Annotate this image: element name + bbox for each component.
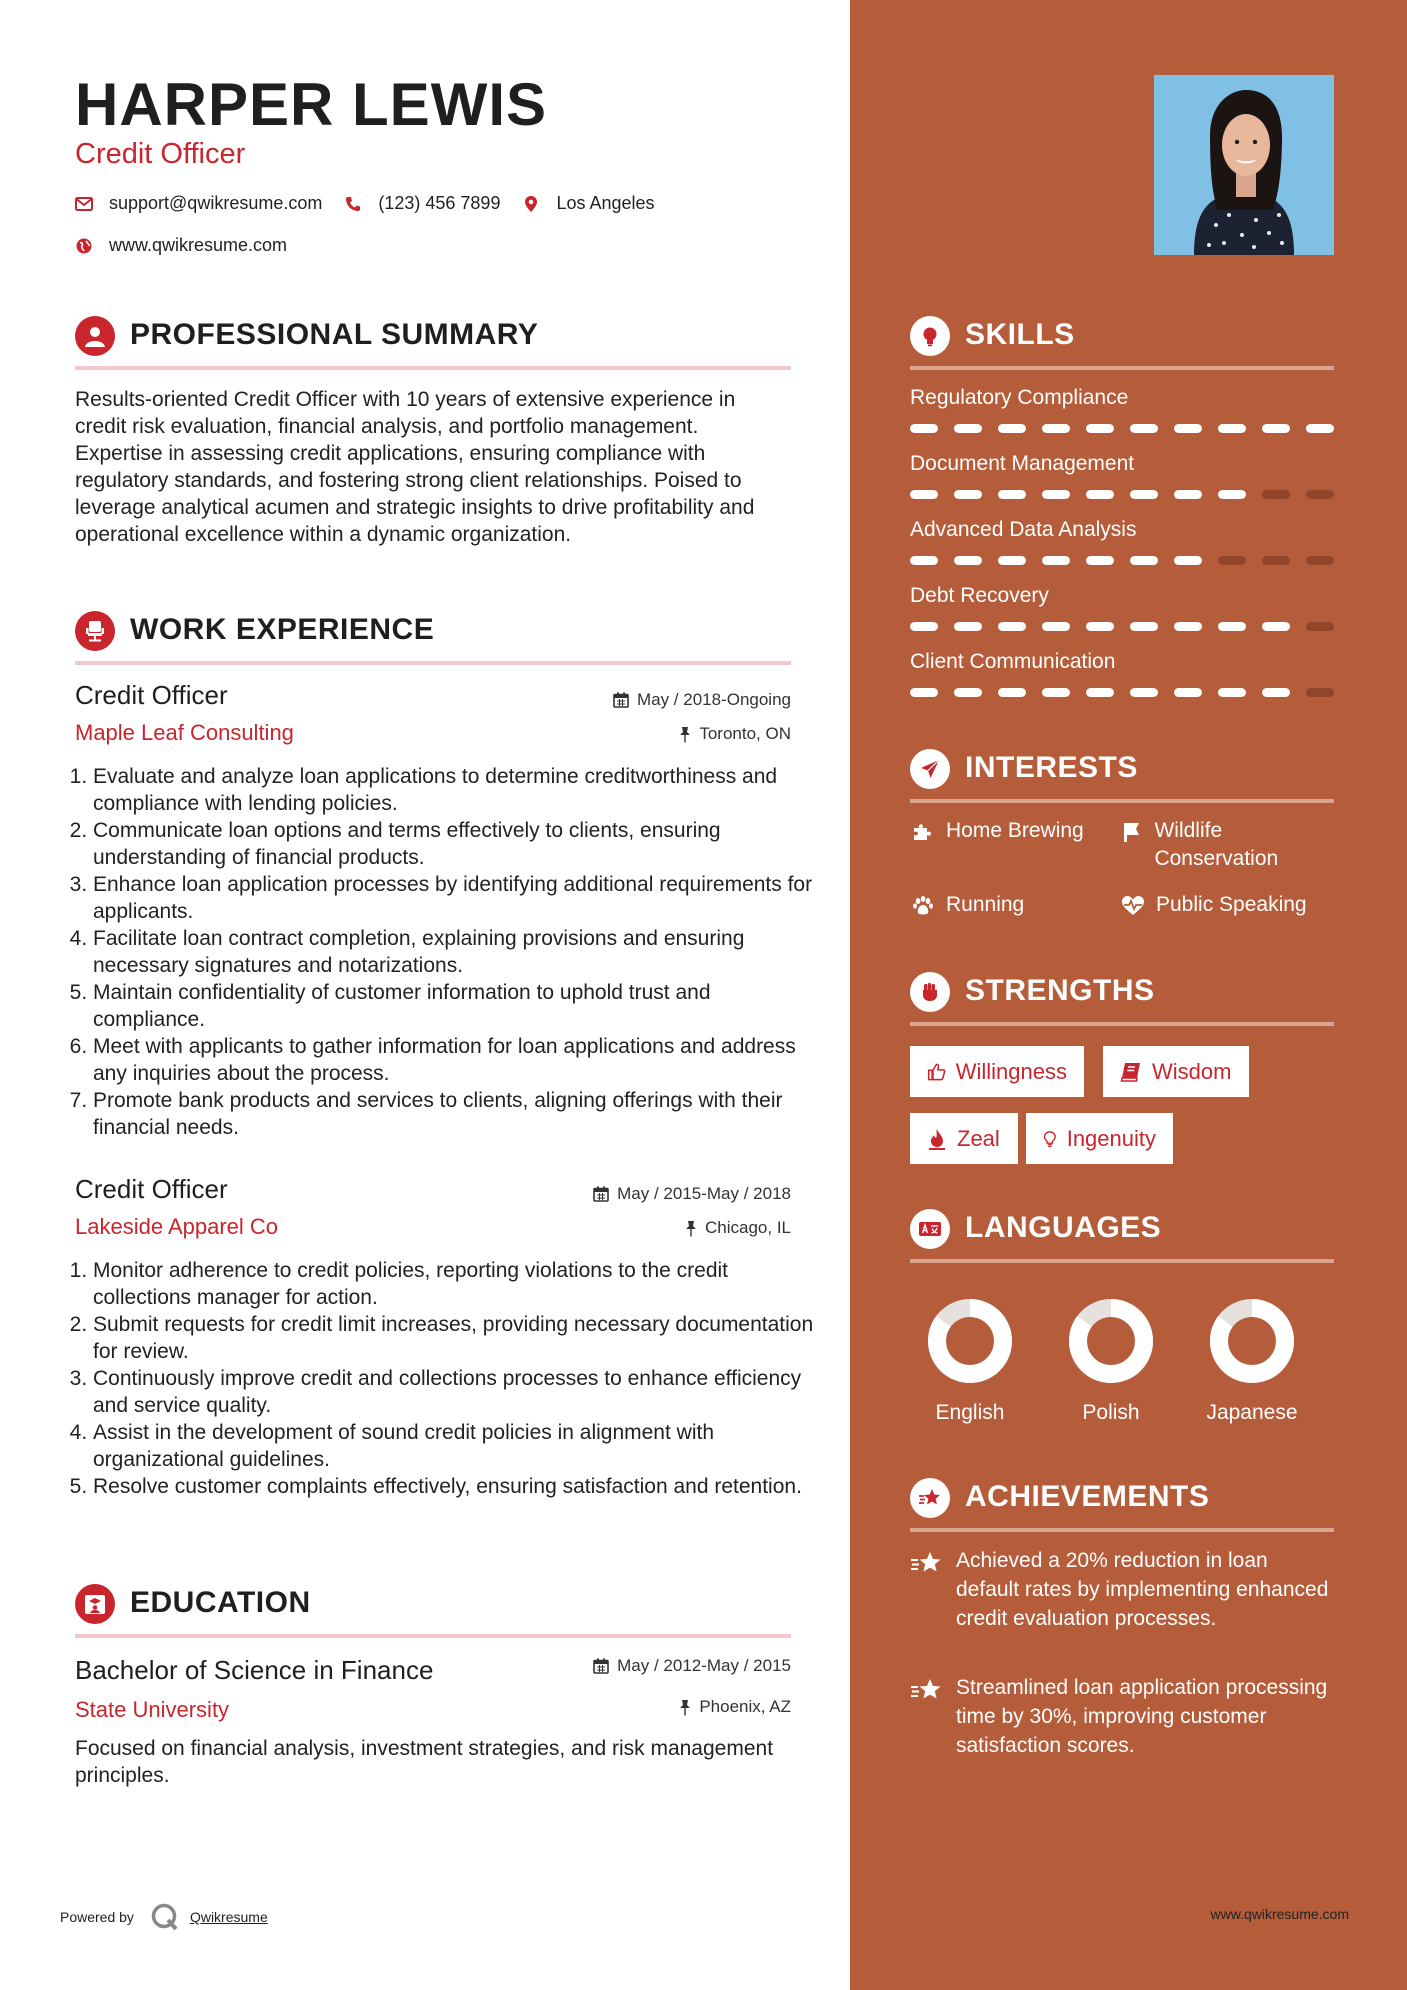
education-location-text: Phoenix, AZ xyxy=(699,1697,791,1716)
skill-segment xyxy=(998,556,1026,565)
star-badge-icon xyxy=(910,1478,950,1518)
skill-segment xyxy=(1086,424,1114,433)
powered-by xyxy=(60,1902,268,1932)
skill-segment xyxy=(1174,688,1202,697)
office-chair-icon xyxy=(75,611,115,651)
skill-segment xyxy=(1262,490,1290,499)
skill-segment xyxy=(998,622,1026,631)
puzzle-icon xyxy=(910,817,936,843)
strength-badge xyxy=(1026,1113,1173,1164)
pin-icon xyxy=(679,1699,691,1716)
candidate-title: Credit Officer xyxy=(75,138,246,170)
strengths-section-header xyxy=(910,966,1334,1026)
strengths-heading: STRENGTHS xyxy=(965,974,1155,1007)
strength-badge xyxy=(1103,1046,1249,1097)
job-2-responsibilities xyxy=(70,1257,818,1500)
education-degree: Bachelor of Science in Finance xyxy=(75,1655,434,1685)
skill-level-bar xyxy=(910,688,1334,697)
job-1-location xyxy=(679,724,791,744)
strength-label: Wisdom xyxy=(1152,1058,1232,1084)
star-badge-icon xyxy=(910,1673,944,1760)
skill-segment xyxy=(910,556,938,565)
skill-segment xyxy=(1306,556,1334,565)
paper-plane-icon xyxy=(910,749,950,789)
language-proficiency-ring xyxy=(1192,1298,1312,1384)
profile-photo xyxy=(1154,75,1334,255)
language-item xyxy=(910,1298,1030,1425)
contact-row-2 xyxy=(75,235,309,256)
skill-level-bar xyxy=(910,490,1334,499)
interest-item xyxy=(1120,817,1340,873)
education-description: Focused on financial analysis, investment strategies, and risk management principles. xyxy=(75,1737,774,1787)
skill-segment xyxy=(1042,622,1070,631)
job-2-dates-text: May / 2015-May / 2018 xyxy=(617,1184,791,1203)
calendar-icon xyxy=(593,1658,609,1674)
skill-segment xyxy=(1306,688,1334,697)
location-text: Los Angeles xyxy=(556,193,655,213)
achievement-text: Streamlined loan application processing time by 30%, improving customer satisfaction scores. xyxy=(956,1676,1328,1757)
skill-name: Regulatory Compliance xyxy=(910,386,1129,409)
achievements-heading: ACHIEVEMENTS xyxy=(965,1480,1210,1513)
skill-segment xyxy=(910,622,938,631)
globe-icon xyxy=(75,237,93,255)
skill-segment xyxy=(1262,556,1290,565)
language-icon xyxy=(910,1209,950,1249)
interests-section-header xyxy=(910,743,1334,803)
job-2-title: Credit Officer xyxy=(75,1174,228,1204)
paw-icon xyxy=(910,891,936,917)
skill-segment xyxy=(1262,622,1290,631)
interest-label: Public Speaking xyxy=(1156,893,1307,916)
website-link[interactable]: www.qwikresume.com xyxy=(109,235,288,255)
strength-badge xyxy=(910,1113,1018,1164)
skill-segment xyxy=(1086,556,1114,565)
strength-label: Ingenuity xyxy=(1066,1125,1156,1151)
languages-heading: LANGUAGES xyxy=(965,1211,1162,1244)
skill-segment xyxy=(1262,688,1290,697)
language-name: Japanese xyxy=(1206,1401,1298,1424)
skill-segment xyxy=(954,688,982,697)
skill-segment xyxy=(1042,424,1070,433)
skill-segment xyxy=(1174,490,1202,499)
skill-segment xyxy=(1086,622,1114,631)
phone-number[interactable]: (123) 456 7899 xyxy=(378,193,501,213)
interests-heading: INTERESTS xyxy=(965,751,1138,784)
skill-segment xyxy=(1130,490,1158,499)
education-school: State University xyxy=(75,1697,230,1722)
language-proficiency-ring xyxy=(1051,1298,1171,1384)
candidate-name: HARPER LEWIS xyxy=(75,71,548,138)
list-item: 2. Submit requests for credit limit increases, providing necessary documentation for review. xyxy=(93,1311,818,1365)
job-2-location-text: Chicago, IL xyxy=(705,1218,791,1237)
skill-segment xyxy=(1174,556,1202,565)
calendar-icon xyxy=(593,1186,609,1202)
interest-item xyxy=(1120,891,1307,919)
calendar-icon xyxy=(613,692,629,708)
pin-icon xyxy=(679,726,691,743)
job-2-company: Lakeside Apparel Co xyxy=(75,1214,279,1239)
qwikresume-logo-icon xyxy=(150,1902,180,1932)
education-heading: EDUCATION xyxy=(130,1586,311,1619)
skill-name: Document Management xyxy=(910,452,1135,475)
skill-segment xyxy=(1218,556,1246,565)
skill-segment xyxy=(1086,490,1114,499)
job-2-location xyxy=(685,1218,791,1238)
summary-heading: PROFESSIONAL SUMMARY xyxy=(130,318,539,351)
language-proficiency-ring xyxy=(910,1298,1030,1384)
job-2-dates xyxy=(593,1184,791,1204)
skill-segment xyxy=(1130,424,1158,433)
list-item: 5. Resolve customer complaints effectively, ensuring satisfaction and retention. xyxy=(93,1473,818,1500)
list-item: 1. Monitor adherence to credit policies, reporting violations to the credit collections manager for action. xyxy=(93,1257,818,1311)
skill-segment xyxy=(1306,424,1334,433)
job-1-title: Credit Officer xyxy=(75,680,228,710)
skill-segment xyxy=(998,424,1026,433)
education-location xyxy=(679,1697,791,1717)
skill-segment xyxy=(954,424,982,433)
skill-level-bar xyxy=(910,622,1334,631)
interest-item xyxy=(910,891,1024,919)
map-marker-icon xyxy=(522,195,540,213)
skill-segment xyxy=(1218,622,1246,631)
skill-name: Client Communication xyxy=(910,650,1116,673)
list-item: 4. Facilitate loan contract completion, explaining provisions and ensuring necessary signatures and notarizations. xyxy=(93,925,818,979)
skill-segment xyxy=(910,688,938,697)
job-1-responsibilities xyxy=(70,763,818,1141)
skill-segment xyxy=(1218,490,1246,499)
education-dates-text: May / 2012-May / 2015 xyxy=(617,1656,791,1675)
skill-segment xyxy=(1306,622,1334,631)
list-item: 6. Meet with applicants to gather information for loan applications and address any inquiries about the process. xyxy=(93,1033,818,1087)
skill-segment xyxy=(1262,424,1290,433)
language-name: English xyxy=(935,1401,1005,1424)
interest-label: Running xyxy=(946,893,1025,916)
job-1-location-text: Toronto, ON xyxy=(699,724,791,743)
experience-section-header xyxy=(75,605,791,665)
job-1-dates-text: May / 2018-Ongoing xyxy=(636,690,791,709)
list-item: 2. Communicate loan options and terms effectively to clients, ensuring understanding of financial products. xyxy=(93,817,818,871)
book-icon xyxy=(1120,1062,1142,1082)
skill-segment xyxy=(1174,424,1202,433)
achievement-item xyxy=(910,1546,1334,1633)
list-item: 5. Maintain confidentiality of customer information to uphold trust and compliance. xyxy=(93,979,818,1033)
contact-row-1 xyxy=(75,193,677,214)
pin-icon xyxy=(685,1220,697,1237)
star-badge-icon xyxy=(910,1546,944,1633)
flag-icon xyxy=(1120,817,1144,843)
education-dates xyxy=(593,1656,791,1676)
interest-label: Wildlife Conservation xyxy=(1154,819,1279,870)
strength-label: Zeal xyxy=(957,1125,1000,1151)
interest-item xyxy=(910,817,1084,845)
skill-segment xyxy=(954,622,982,631)
skill-segment xyxy=(1218,424,1246,433)
language-item xyxy=(1192,1298,1312,1425)
language-name: Polish xyxy=(1082,1401,1140,1424)
list-item: 3. Enhance loan application processes by identifying additional requirements for applicants. xyxy=(93,871,818,925)
qwikresume-link[interactable]: Qwikresume xyxy=(189,1909,268,1925)
languages-section-header xyxy=(910,1203,1334,1263)
skill-segment xyxy=(998,688,1026,697)
skill-level-bar xyxy=(910,424,1334,433)
list-item: 7. Promote bank products and services to clients, aligning offerings with their financial needs. xyxy=(93,1087,818,1141)
skill-segment xyxy=(1042,556,1070,565)
job-1-dates xyxy=(613,690,791,710)
fist-icon xyxy=(910,972,950,1012)
skill-segment xyxy=(1306,490,1334,499)
skill-segment xyxy=(998,490,1026,499)
summary-text: Results-oriented Credit Officer with 10 years of extensive experience in credit risk evaluation, financial analysis, and portfolio management. Expertise in assessing credit applications, ensuring compliance with regulatory standards, and fostering strong client relationships. Poised to leverage analytical acumen and strategic insights to drive profitability and operational excellence within a dynamic organization. xyxy=(75,388,755,546)
interest-label: Home Brewing xyxy=(946,819,1084,842)
achievement-item xyxy=(910,1673,1334,1760)
email-link[interactable]: support@qwikresume.com xyxy=(109,193,323,213)
user-icon xyxy=(75,316,115,356)
experience-heading: WORK EXPERIENCE xyxy=(130,613,435,646)
skill-segment xyxy=(954,556,982,565)
skill-level-bar xyxy=(910,556,1334,565)
thumbs-up-icon xyxy=(927,1061,946,1083)
skill-segment xyxy=(910,490,938,499)
graduation-icon xyxy=(75,1584,115,1624)
achievements-section-header xyxy=(910,1472,1334,1532)
skill-segment xyxy=(910,424,938,433)
heartbeat-icon xyxy=(1120,891,1146,917)
phone-icon xyxy=(344,195,362,213)
education-section-header xyxy=(75,1578,791,1638)
lightbulb-icon xyxy=(910,316,950,356)
skill-segment xyxy=(1086,688,1114,697)
skills-heading: SKILLS xyxy=(965,318,1075,351)
job-1-company: Maple Leaf Consulting xyxy=(75,720,294,745)
lightbulb-icon xyxy=(1043,1128,1057,1150)
fire-icon xyxy=(927,1128,947,1150)
skill-segment xyxy=(1042,688,1070,697)
skill-name: Advanced Data Analysis xyxy=(910,518,1137,541)
envelope-icon xyxy=(75,195,93,213)
footer-website[interactable]: www.qwikresume.com xyxy=(1210,1906,1349,1922)
skill-segment xyxy=(1130,556,1158,565)
list-item: 4. Assist in the development of sound credit policies in alignment with organizational guidelines. xyxy=(93,1419,818,1473)
list-item: 1. Evaluate and analyze loan applications to determine creditworthiness and compliance with lending policies. xyxy=(93,763,818,817)
skill-segment xyxy=(1130,622,1158,631)
skill-segment xyxy=(1218,688,1246,697)
list-item: 3. Continuously improve credit and collections processes to enhance efficiency and service quality. xyxy=(93,1365,818,1419)
skill-segment xyxy=(954,490,982,499)
strength-badge xyxy=(910,1046,1084,1097)
powered-by-label: Powered by xyxy=(60,1909,134,1925)
skills-section-header xyxy=(910,310,1334,370)
summary-section-header xyxy=(75,310,791,370)
language-item xyxy=(1051,1298,1171,1425)
achievement-text: Achieved a 20% reduction in loan default rates by implementing enhanced credit evaluation processes. xyxy=(956,1549,1329,1630)
skill-name: Debt Recovery xyxy=(910,584,1049,607)
skill-segment xyxy=(1174,622,1202,631)
strength-label: Willingness xyxy=(955,1058,1067,1084)
skill-segment xyxy=(1130,688,1158,697)
skill-segment xyxy=(1042,490,1070,499)
